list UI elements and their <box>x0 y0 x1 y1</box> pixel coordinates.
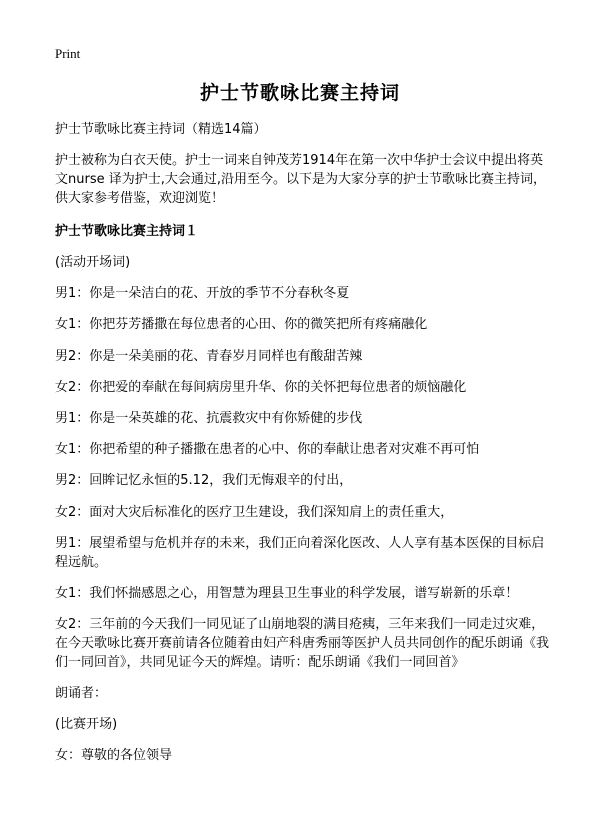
script-line: 女：尊敬的各位领导 <box>55 748 173 764</box>
script-line: 女2：面对大灾后标准化的医疗卫生建设，我们深知肩上的责任重大， <box>55 504 454 520</box>
script-line: 男2：回眸记忆永恒的5.12，我们无悔艰辛的付出， <box>55 473 353 489</box>
intro-paragraph: 护士被称为白衣天使。护士一词来自钟茂芳1914年在第一次中华护士会议中提出将英文nurse 译为护士,大会通过,沿用至今。以下是为大家分享的护士节歌咏比赛主持词，供大家参考借鉴，欢迎浏览！ <box>55 153 546 206</box>
print-link[interactable]: Print <box>55 46 81 61</box>
script-line: 女1：你把芬芳播撒在每位患者的心田、你的微笑把所有疼痛融化 <box>55 317 428 333</box>
section-heading: 护士节歌咏比赛主持词１ <box>55 224 199 239</box>
script-line: 女1：你把希望的种子播撒在患者的心中、你的奉献让患者对灾难不再可怕 <box>55 442 480 458</box>
script-paragraph: 男1：展望希望与危机并存的未来，我们正向着深化医改、人人享有基本医保的目标启程远航。 <box>55 535 545 570</box>
script-paragraph: 女2：三年前的今天我们一同见证了山崩地裂的满目疮痍，三年来我们一同走过灾难，在今天歌咏比赛开赛前请各位随着由妇产科唐秀丽等医护人员共同创作的配乐朗诵《我们一同回首》，共同见证今天的辉煌。请听：配乐朗诵《我们一同回首》 <box>55 616 550 670</box>
script-line: 女2：你把爱的奉献在每间病房里升华、你的关怀把每位患者的烦恼融化 <box>55 379 467 395</box>
script-line: 男1：你是一朵洁白的花、开放的季节不分春秋冬夏 <box>55 286 350 302</box>
script-paragraph: 女1：我们怀揣感恩之心，用智慧为理县卫生事业的科学发展，谱写崭新的乐章！ <box>55 585 519 601</box>
script-line: (活动开场词) <box>55 255 131 270</box>
script-line: (比赛开场) <box>55 716 118 732</box>
article-subtitle: 护士节歌咏比赛主持词（精选14篇） <box>55 122 267 137</box>
script-line: 男2：你是一朵美丽的花、青春岁月同样也有酸甜苦辣 <box>55 348 363 364</box>
page-title: 护士节歌咏比赛主持词 <box>199 82 400 104</box>
script-line: 男1：你是一朵英雄的花、抗震救灾中有你矫健的步伐 <box>55 410 363 426</box>
article-body <box>55 120 550 777</box>
script-line: 朗诵者： <box>55 685 108 701</box>
